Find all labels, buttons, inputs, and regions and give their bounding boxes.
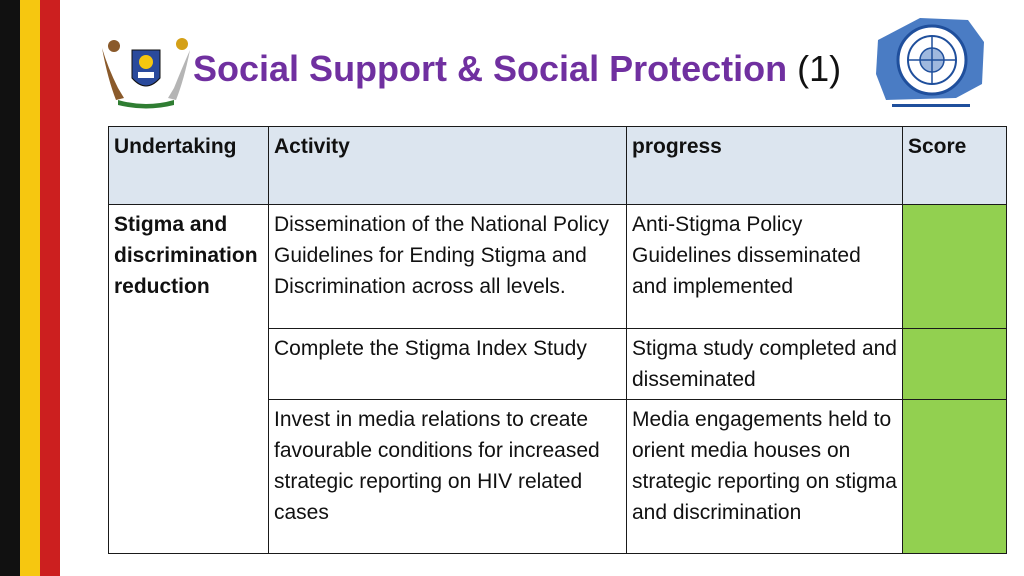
progress-table bbox=[108, 126, 1007, 554]
coat-of-arms-icon bbox=[94, 28, 198, 110]
table-header-row bbox=[109, 127, 1007, 205]
title-suffix: (1) bbox=[797, 48, 842, 89]
activity-cell: Dissemination of the National Policy Guidelines for Ending Stigma and Discrimination across all levels. bbox=[269, 205, 627, 329]
progress-cell: Anti-Stigma Policy Guidelines disseminated and implemented bbox=[627, 205, 903, 329]
yellow-stripe bbox=[20, 0, 40, 576]
header-progress: progress bbox=[627, 127, 903, 205]
undertaking-cell: Stigma and discrimination reduction bbox=[109, 205, 269, 554]
progress-cell: Stigma study completed and disseminated bbox=[627, 329, 903, 400]
header-score: Score bbox=[903, 127, 1007, 205]
aids-commission-logo-icon bbox=[872, 14, 990, 112]
page-title bbox=[193, 48, 841, 90]
table-row bbox=[109, 205, 1007, 329]
score-cell bbox=[903, 329, 1007, 400]
title-main: Social Support & Social Protection bbox=[193, 48, 788, 89]
red-stripe bbox=[40, 0, 60, 576]
activity-cell: Invest in media relations to create favourable conditions for increased strategic reporting on HIV related cases bbox=[269, 400, 627, 554]
score-cell bbox=[903, 400, 1007, 554]
header-undertaking: Undertaking bbox=[109, 127, 269, 205]
black-stripe bbox=[0, 0, 20, 576]
score-cell bbox=[903, 205, 1007, 329]
header-activity: Activity bbox=[269, 127, 627, 205]
flag-stripes bbox=[0, 0, 60, 576]
activity-cell: Complete the Stigma Index Study bbox=[269, 329, 627, 400]
progress-cell: Media engagements held to orient media houses on strategic reporting on stigma and discrimination bbox=[627, 400, 903, 554]
